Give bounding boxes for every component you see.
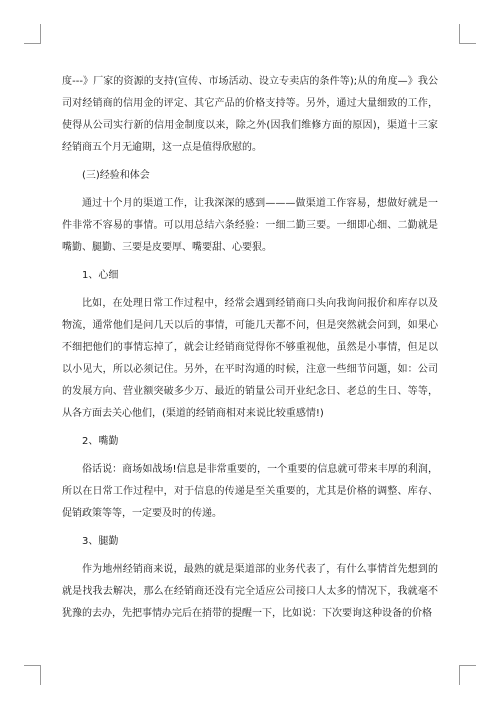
subheading-diligent-communication: 2、嘴勤 bbox=[82, 436, 119, 447]
crop-mark-top-right-horizontal bbox=[459, 43, 476, 44]
crop-mark-bottom-left-horizontal bbox=[24, 665, 41, 666]
subheading-diligent-legwork: 3、腿勤 bbox=[82, 536, 119, 547]
paragraph-continued: 度---》厂家的资源的支持(宣传、市场活动、设立专卖店的条件等);从的角度—》我公司对经销商的信用金的评定、其它产品的价格支持等。另外，通过大量细致的工作，使得从公司实行新的信用金制度以来，除之外(因我们维修方面的原因)，渠道十三家经销商五个月无逾期，这一点是值得欣慰的。 bbox=[62, 76, 438, 153]
crop-mark-bottom-right-horizontal bbox=[459, 665, 476, 666]
paragraph-experience-summary: 通过十个月的渠道工作，让我深深的感到———做渠道工作容易，想做好就是一件非常不容易的事情。可以用总结六条经验：一细二勤三要。一细即心细、二勤就是嘴勤、腿勤、三要是皮要厚、嘴要甜、心要狠。 bbox=[62, 198, 438, 253]
crop-mark-bottom-left-vertical bbox=[40, 665, 41, 685]
paragraph-diligent-communication: 俗话说：商场如战场!信息是非常重要的，一个重要的信息就可带来丰厚的利润，所以在日常工作过程中，对于信息的传递是至关重要的，尤其是价格的调整、库存、促销政策等等，一定要及时的传递。 bbox=[62, 464, 438, 519]
subheading-careful: 1、心细 bbox=[82, 270, 119, 281]
crop-mark-bottom-right-vertical bbox=[459, 665, 460, 685]
paragraph-diligent-legwork: 作为地州经销商来说，最熟的就是渠道部的业务代表了，有什么事情首先想到的就是找我去解决，那么在经销商还没有完全适应公司接口人太多的情况下，我就毫不犹豫的去办，先把事情办完后在捎带的提醒一下，比如说：下次要询这种设备的价格 bbox=[62, 564, 438, 619]
paragraph-careful: 比如，在处理日常工作过程中，经常会遇到经销商口头向我询问报价和库存以及物流，通常他们是问几天以后的事情，可能几天都不问，但是突然就会问到，如果心不细把他们的事情忘掉了，就会让经销商觉得你不够重视他，虽然是小事情，但足以以小见大，所以必须记住。另外，在平时沟通的时候，注意一些细节问题，如：公司的发展方向、营业额突破多少万、最近的销量公司开业纪念日、老总的生日、等等，从各方面去关心他们，(渠道的经销商相对来说比较重感情!) bbox=[62, 298, 438, 419]
section-heading-experience: (三)经验和体会 bbox=[82, 170, 150, 181]
document-body bbox=[62, 71, 438, 631]
crop-mark-top-left-horizontal bbox=[24, 43, 41, 44]
crop-mark-top-left-vertical bbox=[40, 24, 41, 44]
crop-mark-top-right-vertical bbox=[459, 24, 460, 44]
